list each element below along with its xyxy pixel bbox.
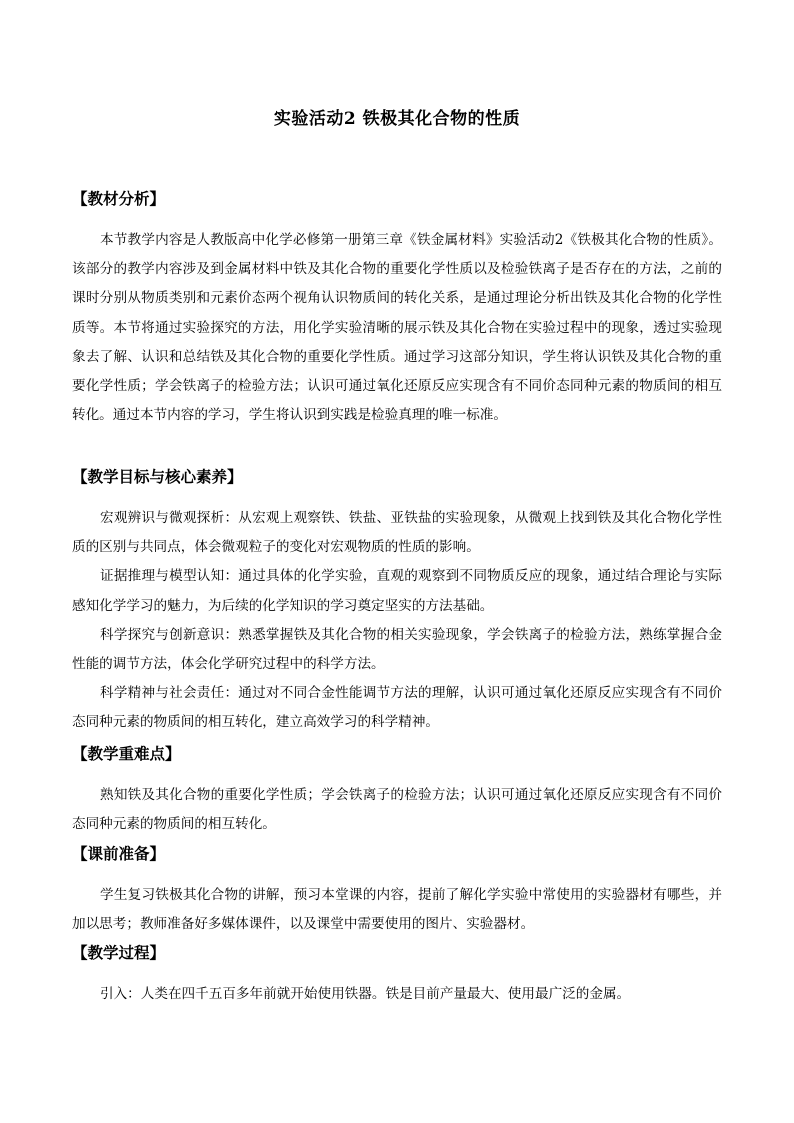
section-teaching-goals: [72, 462, 722, 738]
section-heading: 【教学重难点】: [72, 744, 181, 763]
paragraph: 科学探究与创新意识：熟悉掌握铁及其化合物的相关实验现象，学会铁离子的检验方法，熟练掌握合金性能的调节方法，体会化学研究过程中的科学方法。: [72, 626, 722, 673]
paragraph: 学生复习铁极其化合物的讲解，预习本堂课的内容，提前了解化学实验中常使用的实验器材有哪些，并加以思考；教师准备好多媒体课件，以及课堂中需要使用的图片、实验器材。: [72, 887, 722, 933]
paragraph: 熟知铁及其化合物的重要化学性质；学会铁离子的检验方法；认识可通过氧化还原反应实现含有不同价态同种元素的物质间的相互转化。: [72, 787, 722, 833]
section-key-points: [72, 739, 722, 839]
section-heading: 【教材分析】: [72, 189, 166, 208]
paragraph: 宏观辨识与微观探析：从宏观上观察铁、铁盐、亚铁盐的实验现象，从微观上找到铁及其化合物化学性质的区别与共同点，体会微观粒子的变化对宏观物质的性质的影响。: [72, 510, 722, 556]
section-heading: 【教学过程】: [72, 943, 166, 962]
section-preparation: [72, 839, 722, 939]
paragraph: 本节教学内容是人教版高中化学必修第一册第三章《铁金属材料》实验活动2《铁极其化合物的性质》。该部分的教学内容涉及到金属材料中铁及其化合物的重要化学性质以及检验铁离子是否存在的方法，之前的课时分别从物质类别和元素价态两个视角认识物质间的转化关系，是通过理论分析出铁及其化合物的化学性质等。本节将通过实验探究的方法，用化学实验清晰的展示铁及其化合物在实验过程中的现象，透过实验现象去了解、认识和总结铁及其化合物的重要化学性质。通过学习这部分知识，学生将认识铁及其化合物的重要化学性质；学会铁离子的检验方法；认识可通过氧化还原反应实现含有不同价态同种元素的物质间的相互转化。通过本节内容的学习，学生将认识到实践是检验真理的唯一标准。: [72, 232, 722, 424]
paragraph: 引入：人类在四千五百多年前就开始使用铁器。铁是目前产量最大、使用最广泛的金属。: [100, 986, 631, 1002]
document-title: 实验活动2 铁极其化合物的性质: [273, 109, 521, 129]
section-heading: 【教学目标与核心素养】: [72, 467, 243, 486]
section-teaching-process: [72, 938, 722, 1009]
section-textbook-analysis: [72, 184, 722, 430]
paragraph: 证据推理与模型认知：通过具体的化学实验，直观的观察到不同物质反应的现象，通过结合理论与实际感知化学学习的魅力，为后续的化学知识的学习奠定坚实的方法基础。: [72, 568, 722, 614]
section-heading: 【课前准备】: [72, 844, 166, 863]
paragraph: 科学精神与社会责任：通过对不同合金性能调节方法的理解，认识可通过氧化还原反应实现含有不同价态同种元素的物质间的相互转化，建立高效学习的科学精神。: [72, 685, 722, 731]
